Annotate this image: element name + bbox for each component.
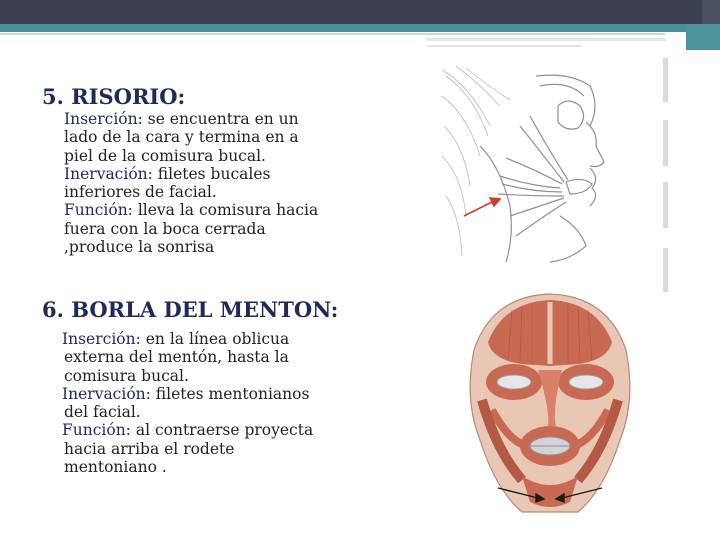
section-heading-risorio: 5. RISORIO: bbox=[42, 84, 186, 109]
section-body-borla bbox=[62, 330, 382, 476]
section-heading-borla-del-menton: 6. BORLA DEL MENTON: bbox=[42, 297, 339, 322]
field-text: filetes bucales bbox=[152, 164, 271, 183]
body-line bbox=[62, 421, 382, 439]
field-label: Inserción: bbox=[62, 330, 141, 348]
divider-line bbox=[0, 33, 665, 35]
body-line bbox=[64, 201, 384, 219]
field-text: al contraerse proyecta bbox=[130, 421, 314, 440]
field-label: Función: bbox=[64, 201, 133, 220]
body-line bbox=[64, 147, 384, 165]
body-line bbox=[62, 348, 382, 366]
field-text: piel de la comisura bucal. bbox=[64, 146, 266, 165]
face-muscles-anatomy-illustration bbox=[452, 290, 648, 532]
field-text: hacia arriba el rodete bbox=[64, 439, 235, 458]
field-label: Inervación: bbox=[62, 384, 151, 403]
field-text: fuera con la boca cerrada bbox=[64, 219, 266, 238]
field-text: externa del mentón, hasta la bbox=[64, 348, 289, 367]
teal-corner-block bbox=[686, 24, 720, 50]
field-text: del facial. bbox=[64, 403, 141, 422]
body-line bbox=[62, 385, 382, 403]
field-text: en la línea oblicua bbox=[140, 330, 290, 348]
field-text: comisura bucal. bbox=[64, 366, 189, 385]
body-line bbox=[64, 165, 384, 183]
field-label: Función: bbox=[62, 421, 131, 440]
title-bar-accent bbox=[702, 0, 720, 24]
body-line bbox=[62, 367, 382, 385]
title-bar bbox=[0, 0, 720, 24]
section-body-risorio bbox=[64, 110, 384, 256]
body-line bbox=[62, 330, 382, 348]
field-text: se encuentra en un bbox=[142, 110, 299, 128]
body-line bbox=[64, 220, 384, 238]
field-text: inferiores de facial. bbox=[64, 183, 217, 202]
field-text: lleva la comisura hacia bbox=[132, 201, 319, 220]
field-text: filetes mentonianos bbox=[150, 384, 310, 403]
body-line bbox=[62, 440, 382, 458]
body-line bbox=[64, 183, 384, 201]
decorative-vertical-bars bbox=[663, 52, 671, 292]
field-text: lado de la cara y termina en a bbox=[64, 128, 299, 147]
field-text: mentoniano . bbox=[64, 458, 167, 477]
field-label: Inervación: bbox=[64, 164, 153, 183]
divider-line bbox=[426, 45, 581, 47]
field-text: ,produce la sonrisa bbox=[64, 238, 215, 257]
body-line bbox=[62, 458, 382, 476]
risorio-muscle-illustration bbox=[440, 66, 608, 266]
teal-stripe bbox=[0, 24, 720, 32]
body-line bbox=[64, 128, 384, 146]
divider-line bbox=[426, 38, 666, 41]
field-label: Inserción: bbox=[64, 110, 143, 128]
body-line bbox=[64, 110, 384, 128]
body-line bbox=[64, 238, 384, 256]
body-line bbox=[62, 403, 382, 421]
